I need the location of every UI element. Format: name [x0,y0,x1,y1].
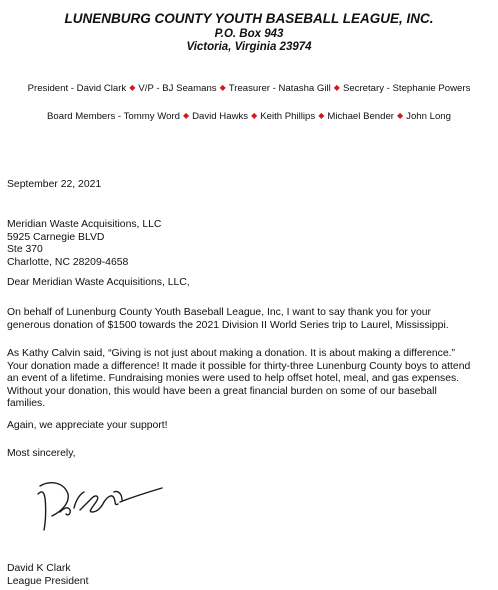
diamond-icon: ◆ [219,83,226,92]
paragraph-line: Without your donation, this would have been a great financial burden on some of our baseball [7,385,437,397]
signer-block [7,563,493,588]
signer-title: League President [7,575,89,587]
board-member: Michael Bender [327,111,395,122]
diamond-icon: ◆ [251,111,258,120]
org-name: LUNENBURG COUNTY YOUTH BASEBALL LEAGUE, INC. [64,11,434,26]
paragraph-line: Your donation made a difference! It made it possible for thirty-three Lunenburg County boys to attend [7,360,471,372]
signer-name: David K Clark [7,563,71,574]
officer-president: President - David Clark [27,83,127,94]
diamond-icon: ◆ [333,83,340,92]
closing: Most sincerely, [7,448,76,459]
board-member: Keith Phillips [260,111,316,122]
diamond-icon: ◆ [182,111,190,120]
officer-vp: V/P - BJ Seamans [138,83,217,94]
board-member: David Hawks [192,111,249,122]
salutation: Dear Meridian Waste Acquisitions, LLC, [7,277,190,288]
paragraph-line: generous donation of $1500 towards the 2021 Division II World Series trip to Laurel, Mississippi. [7,319,449,331]
paragraph-line: As Kathy Calvin said, “Giving is not just about making a donation. It is about making a difference.” [7,348,455,359]
diamond-icon: ◆ [318,111,325,120]
diamond-icon: ◆ [397,111,404,120]
officer-treasurer: Treasurer - Natasha Gill [228,83,331,94]
board-members-row [0,111,498,122]
paragraph-line: families. [7,398,46,410]
paragraph-line: an event of a lifetime. Fundraising monies were used to help offset hotel, meal, and gas expenses. [7,373,460,385]
city-state-zip: Victoria, Virginia 23974 [186,41,312,53]
diamond-icon: ◆ [129,83,136,92]
paragraph-line: On behalf of Lunenburg County Youth Baseball League, Inc, I want to say thank you for your [7,307,431,318]
board-member: John Long [406,111,451,122]
letter-date: September 22, 2021 [7,179,102,190]
address-line: 5925 Carnegie BLVD [7,231,105,243]
address-line: Ste 370 [7,244,43,256]
board-member: Board Members - Tommy Word [47,111,180,122]
recipient-address [7,219,493,269]
officer-secretary: Secretary - Stephanie Powers [342,83,471,94]
paragraph-thanks [7,307,493,332]
officers-row [0,83,498,94]
handwritten-signature [30,472,170,542]
address-line: Charlotte, NC 28209-4658 [7,256,129,268]
po-box: P.O. Box 943 [214,28,284,40]
address-line: Meridian Waste Acquisitions, LLC [7,219,162,230]
paragraph-impact [7,348,493,411]
paragraph-appreciation: Again, we appreciate your support! [7,420,168,431]
